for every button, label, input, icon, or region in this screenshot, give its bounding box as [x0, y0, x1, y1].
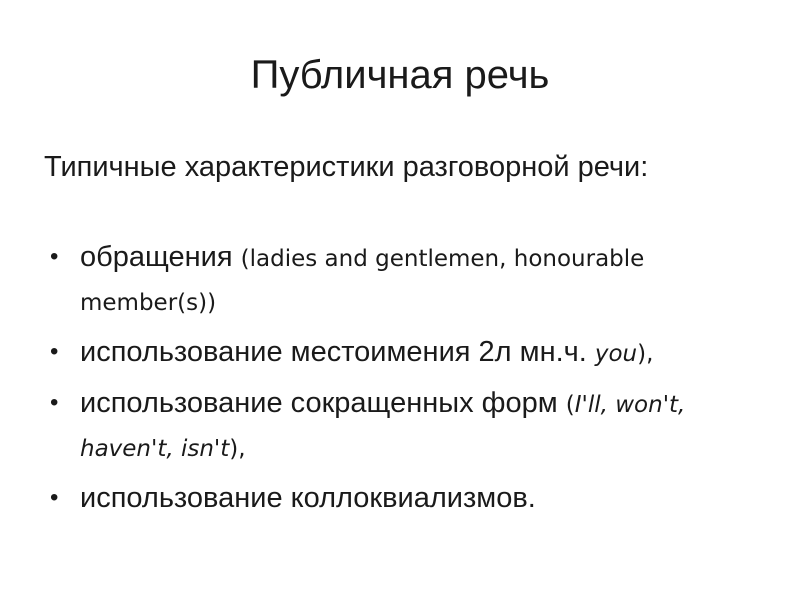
bullet-item-pronoun-use	[44, 331, 784, 375]
bullet-text: использование сокращенных форм	[80, 387, 566, 419]
bullet-text: использование местоимения 2л мн.ч.	[80, 336, 595, 368]
bullet-note-italic: you	[594, 341, 638, 367]
bullet-text: использование коллоквиализмов.	[80, 482, 536, 514]
bullet-note-close: ),	[229, 436, 246, 462]
bullet-icon: •	[50, 389, 59, 416]
bullet-note: (ladies and gentlemen, honourable member(s))	[80, 246, 645, 316]
bullet-list	[44, 236, 784, 526]
intro-text: Типичные характеристики разговорной речи:	[44, 151, 649, 183]
bullet-note-open: (	[565, 392, 575, 418]
bullet-icon: •	[50, 484, 59, 511]
bullet-item-contractions	[44, 382, 784, 470]
bullet-icon: •	[50, 243, 59, 270]
bullet-item-colloquialisms	[44, 477, 784, 519]
bullet-note-italic: I'll, won't, haven't, isn't	[80, 392, 686, 462]
bullet-icon: •	[50, 338, 59, 365]
bullet-text: обращения	[80, 241, 241, 273]
slide-title: Публичная речь	[250, 53, 550, 97]
bullet-note-close: ),	[637, 341, 654, 367]
bullet-item-address-forms	[44, 236, 784, 324]
